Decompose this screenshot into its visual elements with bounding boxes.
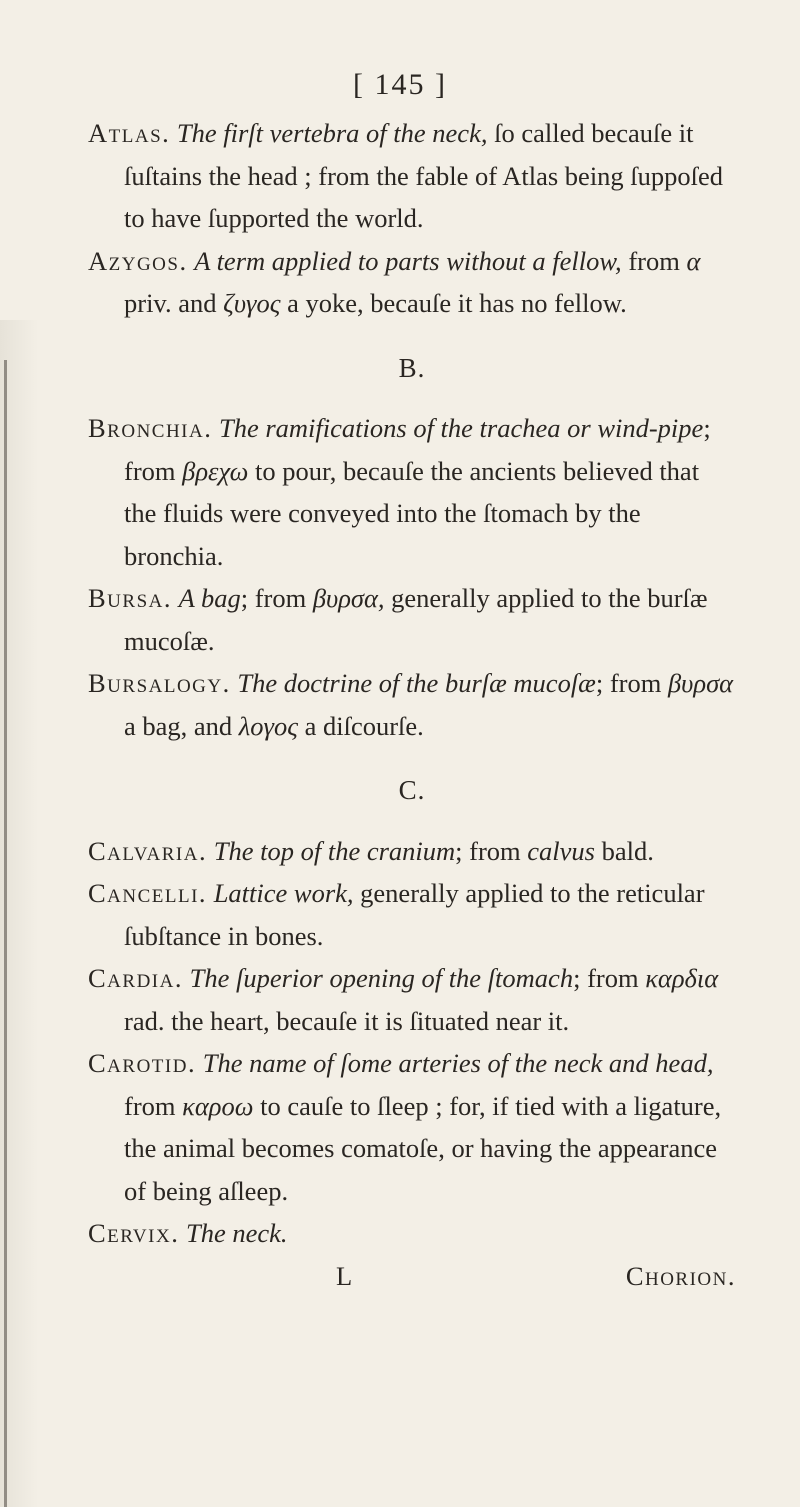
etymology-prefix: ; from bbox=[240, 583, 313, 613]
etymology-prefix: from bbox=[124, 1090, 183, 1121]
entry-cancelli bbox=[88, 872, 736, 957]
definition: The name of ſome arteries of the neck and head, bbox=[202, 1048, 714, 1078]
section-letter-c: C. bbox=[398, 775, 426, 805]
definition: The neck. bbox=[185, 1218, 288, 1248]
headword: Bronchia. bbox=[88, 413, 213, 443]
definition: A term applied to parts without a fellow, bbox=[194, 245, 622, 276]
etymology: to cauſe to ſleep ; for, if tied with a ligature, the animal becomes comatoſe, or having the appearance of being aſleep. bbox=[124, 1090, 722, 1206]
page-number: [ 145 ] bbox=[353, 68, 447, 101]
entry-bronchia bbox=[88, 407, 736, 577]
entry-atlas bbox=[88, 112, 736, 240]
greek-word: καροω bbox=[182, 1090, 254, 1121]
entry-bursa bbox=[88, 577, 736, 662]
greek-word: βυρσα bbox=[667, 668, 734, 698]
headword: Cancelli. bbox=[88, 878, 208, 908]
latin-word: calvus bbox=[527, 835, 595, 866]
etymology: generally applied to the reticular ſubſtance in bones. bbox=[124, 878, 705, 951]
etymology: a yoke, becauſe it has no fellow. bbox=[280, 288, 627, 318]
headword: Azygos. bbox=[88, 245, 188, 276]
etymology: rad. the heart, becauſe it is ſituated near it. bbox=[124, 1005, 570, 1036]
etymology: to pour, becauſe the ancients believed that the fluids were conveyed into the ſtomach by the bronchia. bbox=[124, 455, 700, 571]
entry-calvaria bbox=[88, 830, 736, 873]
etymology: ſo called becauſe it ſuſtains the head ; from the fable of Atlas being ſuppoſed to have ſupported the world. bbox=[124, 118, 724, 233]
signature-mark: L bbox=[336, 1260, 353, 1291]
entry-cervix bbox=[88, 1212, 736, 1255]
etymology: a diſcourſe. bbox=[297, 710, 424, 741]
etymology: generally applied to the burſæ mucoſæ. bbox=[124, 583, 708, 656]
catchword: Chorion. bbox=[625, 1260, 736, 1291]
headword: Bursa. bbox=[88, 583, 172, 613]
definition: Lattice work, bbox=[213, 878, 354, 908]
greek-word: βυρσα, bbox=[312, 583, 385, 613]
entry-azygos bbox=[88, 240, 736, 325]
definition: The top of the cranium bbox=[213, 835, 456, 866]
section-letter-b: B. bbox=[398, 352, 426, 383]
greek-word: ζυγος bbox=[223, 288, 281, 318]
etymology-middle: priv. and bbox=[124, 288, 224, 318]
greek-word: α bbox=[686, 245, 701, 276]
etymology-middle: a bag, and bbox=[124, 710, 239, 741]
definition: The doctrine of the burſæ mucoſæ bbox=[237, 668, 596, 698]
greek-word: λογος bbox=[238, 710, 298, 741]
dictionary-text bbox=[88, 112, 736, 1297]
etymology-prefix: ; from bbox=[595, 668, 668, 698]
definition: The firſt vertebra of the neck, bbox=[176, 118, 488, 148]
greek-word: καρδια bbox=[645, 963, 719, 993]
entry-cardia bbox=[88, 957, 736, 1042]
etymology-prefix: ; from bbox=[455, 835, 528, 866]
etymology: bald. bbox=[595, 835, 654, 866]
headword: Bursalogy. bbox=[88, 668, 231, 698]
headword: Atlas. bbox=[88, 118, 171, 148]
headword: Cardia. bbox=[88, 963, 183, 993]
etymology-prefix: from bbox=[621, 245, 687, 276]
definition: The ramifications of the trachea or wind-pipe bbox=[218, 413, 704, 443]
entry-carotid bbox=[88, 1042, 736, 1212]
headword: Cervix. bbox=[88, 1218, 180, 1248]
definition: The ſuperior opening of the ſtomach bbox=[189, 963, 574, 993]
etymology-prefix: ; from bbox=[573, 963, 646, 993]
greek-word: βρεχω bbox=[182, 455, 249, 486]
headword: Calvaria. bbox=[88, 835, 208, 866]
definition: A bag bbox=[178, 583, 241, 613]
headword: Carotid. bbox=[88, 1048, 197, 1078]
binding-edge bbox=[4, 360, 7, 1507]
etymology-prefix: ; from bbox=[124, 413, 711, 486]
entry-bursalogy bbox=[88, 662, 736, 747]
page-footer bbox=[88, 1255, 736, 1297]
